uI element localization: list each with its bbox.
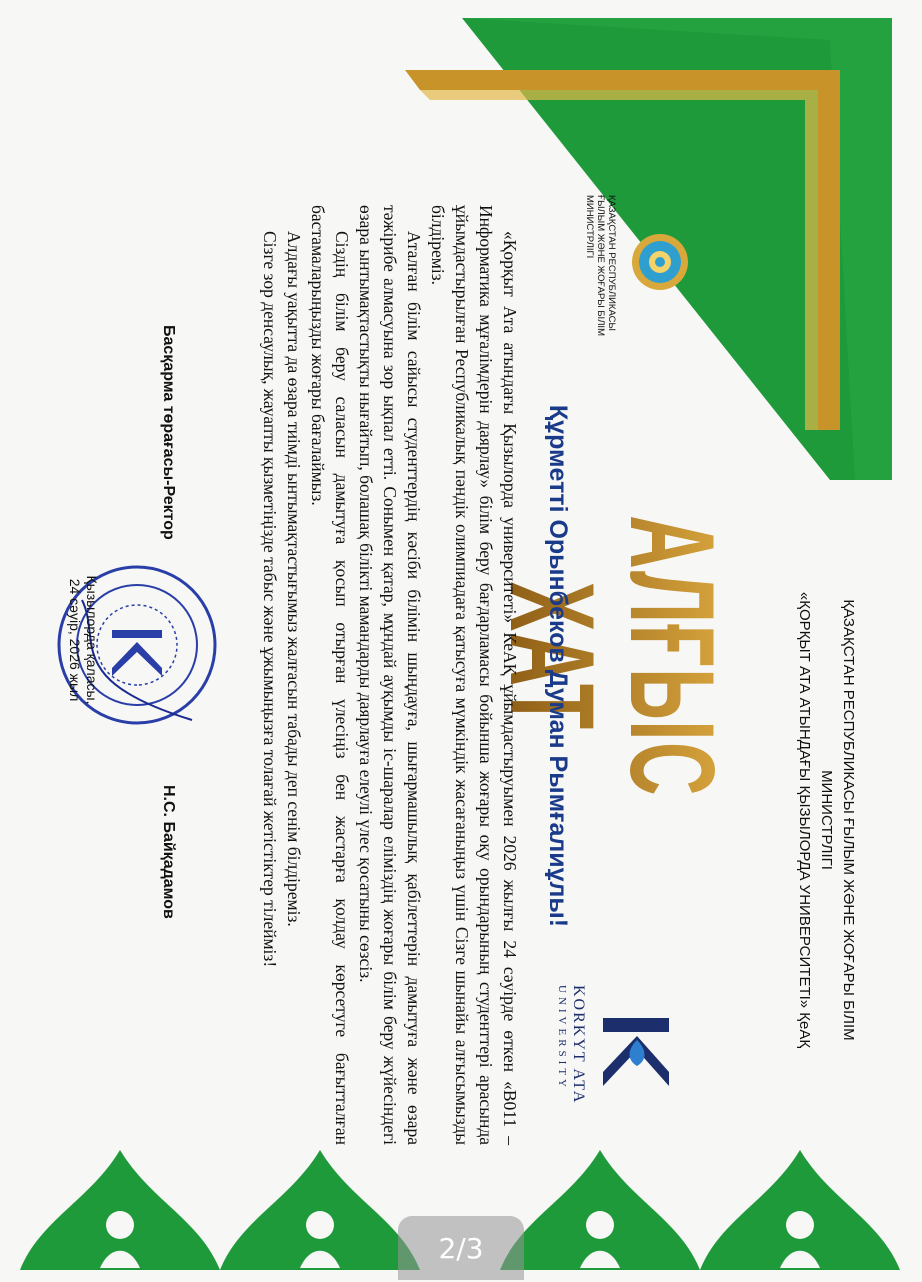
date: 24 сәуір, 2026 жыл <box>67 578 83 702</box>
greeting: Құрметті Орынбеков Думан Рымғалиұлы! <box>544 404 572 928</box>
university-logo-name: KORKYT ATA <box>570 985 587 1105</box>
letter-body <box>258 205 522 1145</box>
body-paragraph: «Қорқыт Ата атындағы Қызылорда университеті» КеАҚ ұйымдастыруымен 2026 жылғы 24 сәуірде өткен «B011 – Информатика мұғалімдерін даярлау» білім беру бағдарламасы бойынша жоғары оқу орындарының студенттері арасында ұйымдастырылған Республикалық пәндік олимпиадаға қатысуға мүмкіндік жасағаныңыз үшін Сізге шынайы алғысымызды білдіреміз. <box>428 205 520 1145</box>
signatory-position: Басқарма төрағасы-Ректор <box>160 325 177 540</box>
city: Қызылорда қаласы, <box>84 575 100 705</box>
ministry-header <box>793 560 859 1080</box>
body-paragraph: Сізге зор денсаулық, жауапты қызметіңізде табыс және ұжымыңызға толағай жетістіктер тілейміз! <box>260 231 280 968</box>
body-paragraph: Аталған білім сайысы студенттердің кәсіби білімін шыңдауға, шығармашылық қабілеттерін дамытуға және өзара тәжірибе алмасуына зор ықпал етті. Сонымен қатар, мұндай ауқымды іс-шаралар еліміздің жоғары білім беру жүйесіндегі өзара ынтымақтастықты нығайтып, болашақ білікті мамандарды даярлауға елеулі үлес қосатыны сөзсіз. <box>356 205 424 1145</box>
ministry-line-2: «ҚОРҚЫТ АТА АТЫНДАҒЫ ҚЫЗЫЛОРДА УНИВЕРСИТЕТІ» ҚеАҚ <box>796 591 813 1049</box>
document-title: АЛҒЫС ХАТ <box>492 495 732 817</box>
page-indicator: 2/3 <box>398 1216 524 1280</box>
place-and-date <box>66 560 100 720</box>
university-logo-subtitle: UNIVERSITY <box>556 985 568 1091</box>
university-logo-icon <box>592 1000 677 1090</box>
signatory-name: Н.С. Байқадамов <box>160 785 177 919</box>
body-paragraph: Алдағы уақытта да өзара тиімді ынтымақтастығымыз жалғасын табады деп сенім білдіреміз. <box>284 231 304 927</box>
ministry-emblem-caption: ҚАЗАҚСТАН РЕСПУБЛИКАСЫ ҒЫЛЫМ ЖӘНЕ ЖОҒАРЫ БІЛІМ МИНИСТРЛІГІ <box>584 195 617 336</box>
body-paragraph: Сіздің білім беру саласын дамытуға қосып отырған үлесіңіз бен жастарға қолдау көрсетуге бағытталған бастамаларыңызды жоғары бағалаймыз. <box>308 205 352 1145</box>
ministry-emblem-icon <box>625 232 690 292</box>
ministry-line-1: ҚАЗАҚСТАН РЕСПУБЛИКАСЫ ҒЫЛЫМ ЖӘНЕ ЖОҒАРЫ БІЛІМ МИНИСТРЛІГІ <box>818 599 857 1041</box>
